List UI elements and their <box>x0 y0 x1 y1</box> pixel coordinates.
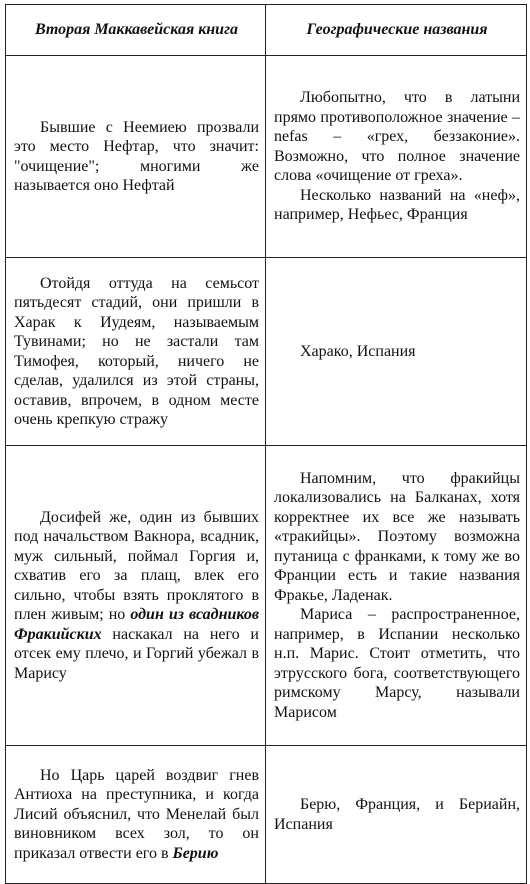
geo-comment-paragraph: Харако, Испания <box>300 342 416 360</box>
emphasized-phrase: Берию <box>172 844 219 862</box>
table-header-row <box>6 5 527 56</box>
column-header-geo-names: Географические названия <box>266 5 527 56</box>
book-quote-cell <box>6 258 266 446</box>
table-row <box>6 258 527 446</box>
geo-comment-paragraph: Мариса – распространенное, например, в Испании несколько н.п. Марис. Стоит отметить, что этрусского бога, соответствующего римскому Марсу, называли Марисом <box>274 606 520 721</box>
geo-comment-cell <box>266 258 527 446</box>
book-quote-cell <box>6 56 266 258</box>
table-row <box>6 56 527 258</box>
book-quote-cell <box>6 446 266 746</box>
emphasized-phrase: один из всадников Фракийских <box>14 606 260 643</box>
geo-comment-paragraph: Напомним, что фракийцы локализовались на Балканах, хотя корректнее их все же называть «тракийцы». Поэтому возможна путаница с франками, к тому же во Франции есть и такие названия Фракье, Ладенак. <box>274 469 520 604</box>
book-quote-cell <box>6 746 266 884</box>
geo-comment-paragraph: Любопытно, что в латыни прямо противоположное значение – nefas – «грех, беззаконие». Возможно, что полное значение слова «очищение от греха». <box>274 89 520 185</box>
geo-comment-paragraph: Несколько названий на «неф», например, Нефьес, Франция <box>274 186 520 224</box>
table-row <box>6 746 527 884</box>
book-quote-text: Но Царь царей воздвиг гнев Антиоха на преступника, и когда Лисий объяснил, что Менелай был виновником всех зол, то он приказал отвести его в Берию <box>14 766 259 862</box>
geo-comment-paragraph: Берю, Франция, и Бериайн, Испания <box>274 796 520 833</box>
book-quote-text: Досифей же, один из бывших под начальством Вакнора, всадник, муж сильный, поймал Горгия и, схватив его за плащ, влек его сильно, чтобы взять проклятого в плен живым; но один из всадников Фракийских наскакал на него и отсек ему плечо, и Горгий убежал в Марису <box>14 508 260 682</box>
geo-comment-cell <box>266 446 527 746</box>
geo-comment-cell <box>266 746 527 884</box>
comparison-table <box>5 4 527 884</box>
column-header-book: Вторая Маккавейская книга <box>6 5 266 56</box>
book-quote-text: Бывшие с Неемиею прозвали это место Нефтар, что значит: "очищение"; многими же называется оно Нефтай <box>14 118 259 194</box>
geo-comment-cell <box>266 56 527 258</box>
table-row <box>6 446 527 746</box>
book-quote-text: Отойдя оттуда на семьсот пятьдесят стадий, они пришли в Харак к Иудеям, называемым Тувинами; но не застали там Тимофея, который, ничего не сделав, удалился из этой страны, оставив, впрочем, в одном месте очень крепкую стражу <box>14 274 259 428</box>
